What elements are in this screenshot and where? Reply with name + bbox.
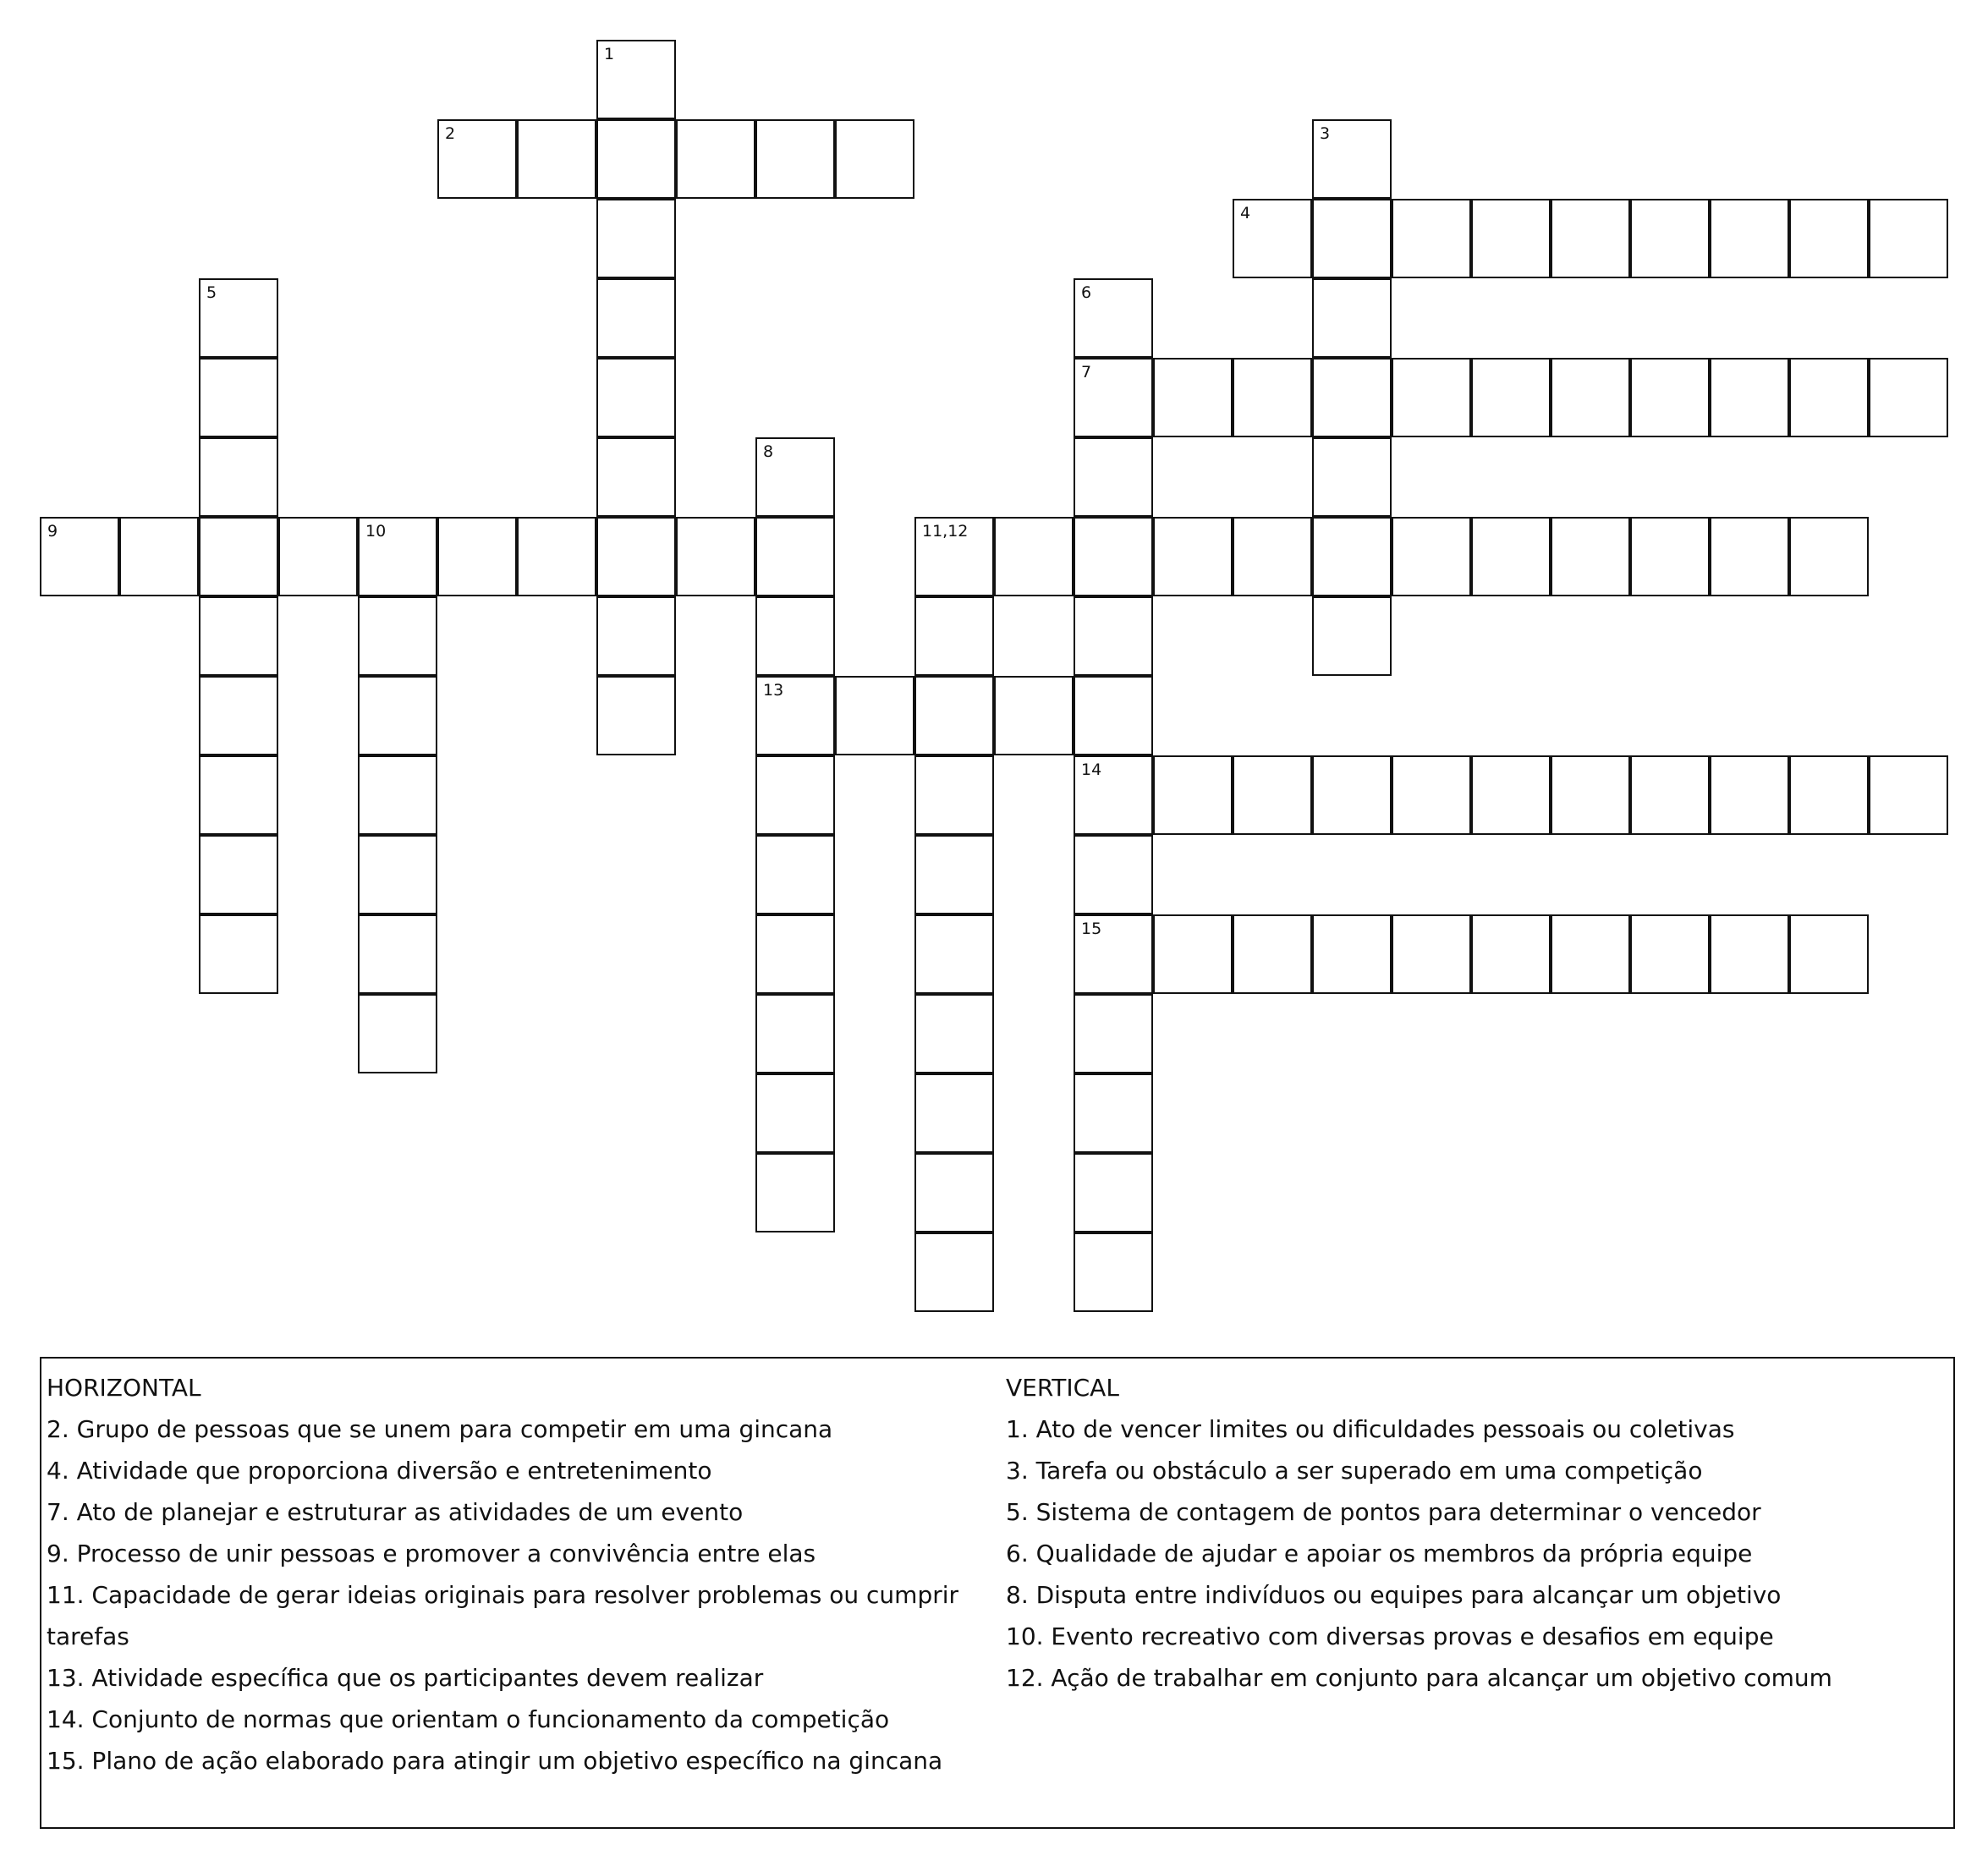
across-clue: 9. Processo de unir pessoas e promover a convivência entre elas — [47, 1540, 816, 1567]
grid-cell[interactable] — [517, 517, 596, 596]
grid-cell[interactable] — [1710, 755, 1789, 835]
down-clue: 3. Tarefa ou obstáculo a ser superado em uma competição — [1006, 1457, 1703, 1485]
grid-cell[interactable] — [1312, 437, 1392, 517]
grid-cell[interactable] — [1789, 914, 1869, 994]
grid-cell[interactable] — [1789, 358, 1869, 437]
across-clue: 7. Ato de planejar e estruturar as atividades de um evento — [47, 1498, 744, 1526]
grid-cell[interactable] — [1312, 596, 1392, 676]
grid-cell[interactable] — [1153, 517, 1233, 596]
grid-cell[interactable] — [1710, 199, 1789, 278]
across-heading: HORIZONTAL — [47, 1374, 201, 1402]
grid-cell[interactable] — [199, 676, 278, 755]
grid-cell[interactable] — [1312, 278, 1392, 358]
grid-cell[interactable] — [1233, 199, 1312, 278]
grid-cell[interactable] — [914, 994, 994, 1073]
grid-cell[interactable] — [1789, 517, 1869, 596]
grid-cell[interactable] — [199, 835, 278, 914]
grid-cell[interactable] — [199, 437, 278, 517]
grid-cell[interactable] — [1074, 358, 1153, 437]
clue-number: 5 — [206, 283, 217, 302]
grid-cell[interactable] — [1551, 517, 1630, 596]
grid-cell[interactable] — [1074, 835, 1153, 914]
grid-cell[interactable] — [755, 119, 835, 199]
grid-cell[interactable] — [1630, 199, 1710, 278]
grid-cell[interactable] — [358, 994, 437, 1073]
grid-cell[interactable] — [755, 994, 835, 1073]
grid-cell[interactable] — [1233, 914, 1312, 994]
grid-cell[interactable] — [596, 596, 676, 676]
grid-cell[interactable] — [278, 517, 358, 596]
grid-cell[interactable] — [1471, 199, 1551, 278]
grid-cell[interactable] — [1233, 358, 1312, 437]
grid-cell[interactable] — [1630, 755, 1710, 835]
grid-cell[interactable] — [199, 278, 278, 358]
grid-cell[interactable] — [596, 676, 676, 755]
grid-cell[interactable] — [358, 596, 437, 676]
grid-cell[interactable] — [40, 517, 119, 596]
grid-cell[interactable] — [1630, 517, 1710, 596]
clue-number: 4 — [1240, 204, 1251, 222]
across-clue: 15. Plano de ação elaborado para atingir um objetivo específico na gincana — [47, 1747, 943, 1775]
grid-cell[interactable] — [1312, 914, 1392, 994]
grid-cell[interactable] — [1392, 755, 1471, 835]
grid-cell[interactable] — [1869, 358, 1948, 437]
grid-cell[interactable] — [676, 119, 755, 199]
down-heading: VERTICAL — [1006, 1374, 1119, 1402]
grid-cell[interactable] — [1630, 358, 1710, 437]
grid-cell[interactable] — [914, 676, 994, 755]
clue-number: 10 — [365, 522, 387, 541]
grid-cell[interactable] — [1074, 596, 1153, 676]
grid-cell[interactable] — [755, 914, 835, 994]
grid-cell[interactable] — [1392, 358, 1471, 437]
grid-cell[interactable] — [755, 755, 835, 835]
grid-cell[interactable] — [1074, 1232, 1153, 1312]
grid-cell[interactable] — [1710, 914, 1789, 994]
grid-cell[interactable] — [1074, 755, 1153, 835]
down-clue: 5. Sistema de contagem de pontos para determinar o vencedor — [1006, 1498, 1761, 1526]
clue-number: 9 — [47, 522, 58, 541]
grid-cell[interactable] — [755, 835, 835, 914]
grid-cell[interactable] — [1869, 755, 1948, 835]
grid-cell[interactable] — [1233, 517, 1312, 596]
grid-cell[interactable] — [1551, 358, 1630, 437]
grid-cell[interactable] — [994, 676, 1074, 755]
down-clue: 6. Qualidade de ajudar e apoiar os membros da própria equipe — [1006, 1540, 1753, 1567]
grid-cell[interactable] — [755, 517, 835, 596]
grid-cell[interactable] — [358, 517, 437, 596]
grid-cell[interactable] — [1074, 278, 1153, 358]
grid-cell[interactable] — [199, 914, 278, 994]
grid-cell[interactable] — [914, 1153, 994, 1232]
grid-cell[interactable] — [1471, 517, 1551, 596]
grid-cell[interactable] — [914, 1073, 994, 1153]
grid-cell[interactable] — [1074, 914, 1153, 994]
grid-cell[interactable] — [1392, 914, 1471, 994]
grid-cell[interactable] — [1312, 755, 1392, 835]
grid-cell[interactable] — [755, 1073, 835, 1153]
grid-cell[interactable] — [1074, 676, 1153, 755]
grid-cell[interactable] — [1710, 517, 1789, 596]
grid-cell[interactable] — [1551, 914, 1630, 994]
clue-number: 13 — [763, 681, 784, 700]
grid-cell[interactable] — [596, 517, 676, 596]
across-clue: 13. Atividade específica que os participantes devem realizar — [47, 1664, 764, 1692]
clues-box — [40, 1357, 1955, 1829]
grid-cell[interactable] — [914, 755, 994, 835]
grid-cell[interactable] — [1551, 199, 1630, 278]
grid-cell[interactable] — [437, 119, 517, 199]
grid-cell[interactable] — [358, 835, 437, 914]
clue-number: 2 — [445, 124, 456, 143]
grid-cell[interactable] — [1153, 358, 1233, 437]
grid-cell[interactable] — [119, 517, 199, 596]
grid-cell[interactable] — [755, 676, 835, 755]
grid-cell[interactable] — [199, 358, 278, 437]
clue-number: 1 — [604, 45, 615, 63]
clue-number: 11,12 — [922, 522, 969, 541]
grid-cell[interactable] — [1471, 755, 1551, 835]
clue-number: 7 — [1081, 363, 1092, 382]
across-clue: 14. Conjunto de normas que orientam o funcionamento da competição — [47, 1705, 890, 1733]
grid-cell[interactable] — [1789, 755, 1869, 835]
clue-number: 6 — [1081, 283, 1092, 302]
grid-cell[interactable] — [1074, 517, 1153, 596]
grid-cell[interactable] — [437, 517, 517, 596]
grid-cell[interactable] — [914, 914, 994, 994]
grid-cell[interactable] — [755, 437, 835, 517]
grid-cell[interactable] — [596, 437, 676, 517]
grid-cell[interactable] — [1312, 199, 1392, 278]
grid-cell[interactable] — [1471, 358, 1551, 437]
grid-cell[interactable] — [994, 517, 1074, 596]
clue-number: 14 — [1081, 760, 1102, 779]
down-clue: 12. Ação de trabalhar em conjunto para alcançar um objetivo comum — [1006, 1664, 1832, 1692]
grid-cell[interactable] — [358, 914, 437, 994]
grid-cell[interactable] — [596, 199, 676, 278]
grid-cell[interactable] — [1312, 517, 1392, 596]
grid-cell[interactable] — [755, 596, 835, 676]
across-clue: 11. Capacidade de gerar ideias originais para resolver problemas ou cumprir tarefas — [47, 1581, 959, 1650]
grid-cell[interactable] — [835, 676, 914, 755]
grid-cell[interactable] — [596, 278, 676, 358]
grid-cell[interactable] — [1074, 437, 1153, 517]
grid-cell[interactable] — [358, 676, 437, 755]
grid-cell[interactable] — [358, 755, 437, 835]
clue-number: 15 — [1081, 920, 1102, 938]
grid-cell[interactable] — [914, 517, 994, 596]
grid-cell[interactable] — [1312, 119, 1392, 199]
grid-cell[interactable] — [676, 517, 755, 596]
grid-cell[interactable] — [596, 40, 676, 119]
grid-cell[interactable] — [914, 835, 994, 914]
grid-cell[interactable] — [1630, 914, 1710, 994]
grid-cell[interactable] — [596, 358, 676, 437]
grid-cell[interactable] — [517, 119, 596, 199]
grid-cell[interactable] — [1074, 994, 1153, 1073]
grid-cell[interactable] — [1153, 914, 1233, 994]
grid-cell[interactable] — [914, 596, 994, 676]
grid-cell[interactable] — [199, 755, 278, 835]
across-clues — [47, 1367, 994, 1781]
down-clue: 1. Ato de vencer limites ou dificuldades pessoais ou coletivas — [1006, 1415, 1735, 1443]
grid-cell[interactable] — [1074, 1073, 1153, 1153]
grid-cell[interactable] — [1471, 914, 1551, 994]
grid-cell[interactable] — [835, 119, 914, 199]
down-clues — [1006, 1367, 1945, 1699]
grid-cell[interactable] — [1710, 358, 1789, 437]
grid-cell[interactable] — [596, 119, 676, 199]
grid-cell[interactable] — [199, 517, 278, 596]
across-clue: 4. Atividade que proporciona diversão e entretenimento — [47, 1457, 712, 1485]
down-clue: 8. Disputa entre indivíduos ou equipes para alcançar um objetivo — [1006, 1581, 1782, 1609]
grid-cell[interactable] — [1392, 199, 1471, 278]
down-clue: 10. Evento recreativo com diversas provas e desafios em equipe — [1006, 1622, 1774, 1650]
grid-cell[interactable] — [1392, 517, 1471, 596]
grid-cell[interactable] — [1312, 358, 1392, 437]
grid-cell[interactable] — [1233, 755, 1312, 835]
grid-cell[interactable] — [755, 1153, 835, 1232]
grid-cell[interactable] — [1789, 199, 1869, 278]
grid-cell[interactable] — [199, 596, 278, 676]
grid-cell[interactable] — [1869, 199, 1948, 278]
clue-number: 3 — [1320, 124, 1331, 143]
grid-cell[interactable] — [1551, 755, 1630, 835]
grid-cell[interactable] — [1074, 1153, 1153, 1232]
clue-number: 8 — [763, 442, 774, 461]
grid-cell[interactable] — [914, 1232, 994, 1312]
across-clue: 2. Grupo de pessoas que se unem para competir em uma gincana — [47, 1415, 833, 1443]
grid-cell[interactable] — [1153, 755, 1233, 835]
